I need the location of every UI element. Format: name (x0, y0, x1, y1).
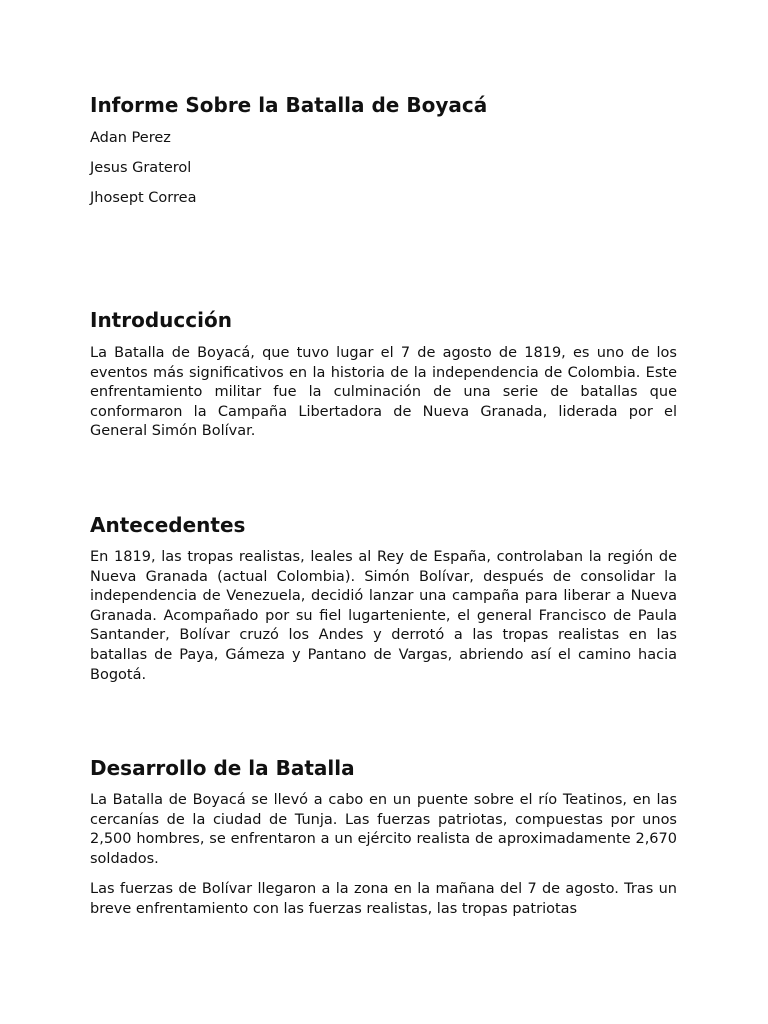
section-paragraph: Las fuerzas de Bolívar llegaron a la zona en la mañana del 7 de agosto. Tras un breve enfrentamiento con las fuerzas realistas, las tropas patriotas (90, 881, 677, 917)
section-heading-antecedentes: Antecedentes (90, 513, 246, 537)
section-paragraph: La Batalla de Boyacá, que tuvo lugar el 7 de agosto de 1819, es uno de los eventos más significativos en la historia de la independencia de Colombia. Este enfrentamiento militar fue la culminación de una serie de batallas que conformaron la Campaña Libertadora de Nueva Granada, liderada por el General Simón Bolívar. (90, 345, 677, 440)
author-name: Jhosept Correa (90, 190, 197, 206)
author-name: Jesus Graterol (90, 160, 192, 176)
section-heading-desarrollo: Desarrollo de la Batalla (90, 756, 355, 780)
section-paragraph: La Batalla de Boyacá se llevó a cabo en un puente sobre el río Teatinos, en las cercanías de la ciudad de Tunja. Las fuerzas patriotas, compuestas por unos 2,500 hombres, se enfrentaron a un ejército realista de aproximadamente 2,670 soldados. (90, 792, 677, 867)
section-heading-introduccion: Introducción (90, 308, 232, 332)
author-name: Adan Perez (90, 130, 171, 146)
document-title: Informe Sobre la Batalla de Boyacá (90, 93, 488, 117)
section-paragraph: En 1819, las tropas realistas, leales al Rey de España, controlaban la región de Nueva Granada (actual Colombia). Simón Bolívar, después de consolidar la independencia de Venezuela, decidió lanzar una campaña para liberar a Nueva Granada. Acompañado por su fiel lugarteniente, el general Francisco de Paula Santander, Bolívar cruzó los Andes y derrotó a las tropas realistas en las batallas de Paya, Gámeza y Pantano de Vargas, abriendo así el camino hacia Bogotá. (90, 549, 677, 683)
